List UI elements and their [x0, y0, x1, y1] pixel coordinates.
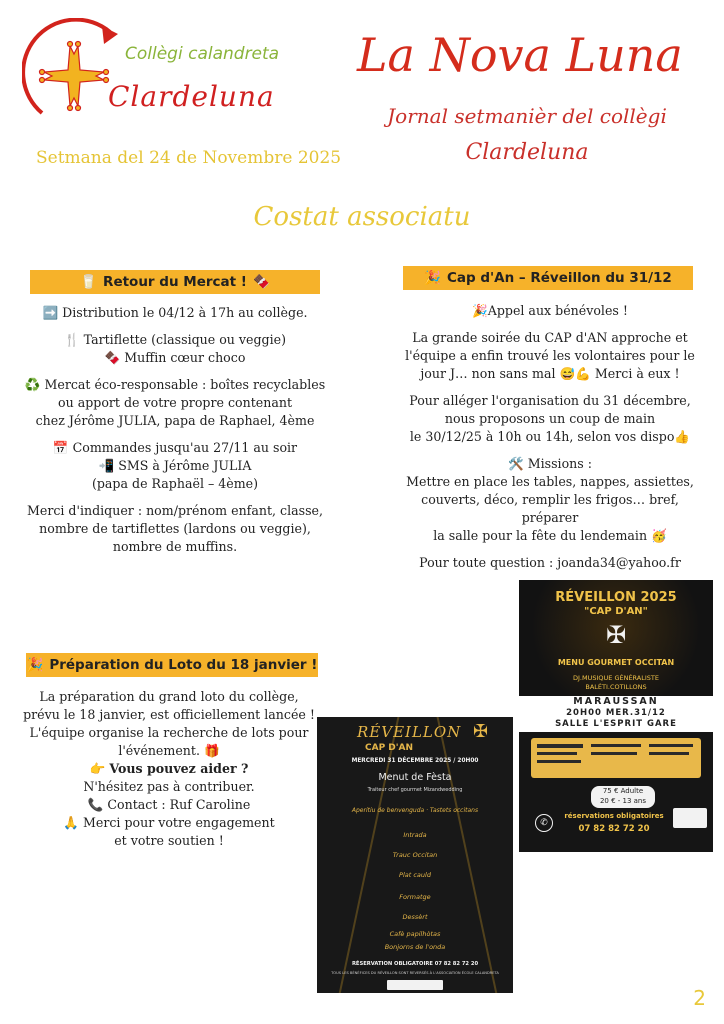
mercat-merci3: nombre de muffins. [112, 539, 238, 554]
poster2-subtitle: CAP D'AN [365, 743, 414, 753]
praying-hands-icon: 🙏 [63, 815, 79, 830]
occitan-cross-icon: ✠ [473, 721, 489, 742]
poster2-s1: Aperitiu de benvenguda · Tastets occitans [351, 807, 479, 814]
mercat-body [20, 304, 330, 565]
mercat-cmd3: (papa de Raphaël – 4ème) [91, 476, 259, 491]
phone-icon: ✆ [535, 814, 553, 832]
mercat-heading-bar [30, 270, 320, 294]
subtitle-line1: Jornal setmanièr del collègi [387, 104, 667, 128]
capdan-m2: couverts, déco, remplir les frigos… bref, préparer [421, 492, 679, 525]
mercat-eco1: Mercat éco-responsable : boîtes recyclables [44, 377, 326, 392]
party-face-icon: 🥳 [651, 528, 667, 543]
newspaper-title: La Nova Luna [357, 28, 683, 82]
mercat-heading: Retour du Mercat ! [103, 274, 247, 290]
capdan-a3: jour J… non sans mal [420, 366, 556, 381]
reveillon-poster-1 [519, 580, 713, 852]
mercat-line1: Distribution le 04/12 à 17h au collège. [62, 305, 308, 320]
mercat-cmd1: Commandes jusqu'au 27/11 au soir [72, 440, 298, 455]
capdan-m1: Mettre en place les tables, nappes, assiettes, [406, 474, 694, 489]
poster2-date: MERCREDI 31 DÉCEMBRE 2025 / 20H00 [351, 758, 479, 764]
loto-contact: Contact : Ruf Caroline [107, 797, 251, 812]
thumbs-up-icon: 👍 [674, 429, 691, 444]
poster2-chef: Traiteur chef gourmet Mizandwedding [367, 787, 463, 793]
mercat-muffin: Muffin cœur choco [124, 350, 246, 365]
poster1-resa: réservations obligatoires [564, 812, 664, 820]
party-popper-icon: 🎉 [472, 303, 488, 318]
poster2-s8: Bonjorns de l'onda [384, 943, 446, 951]
gift-icon: 🎁 [203, 743, 220, 758]
poster1-title: RÉVEILLON 2025 [555, 590, 677, 605]
capdan-heading-bar [403, 266, 693, 290]
mercat-eco2: ou apport de votre propre contenant [58, 395, 292, 410]
poster2-s6: Dessèrt [402, 913, 428, 921]
loto-thanks2: et votre soutien ! [114, 833, 224, 848]
poster2-s3: Trauc Occitan [392, 851, 438, 859]
capdan-b2: nous proposons un coup de main [444, 411, 656, 426]
poster1-phone: 07 82 82 72 20 [578, 824, 650, 834]
capdan-a3b: Merci à eux ! [594, 366, 680, 381]
telephone-icon: 📞 [87, 797, 104, 812]
capdan-b3: le 30/12/25 à 10h ou 14h, selon vos dispo [409, 429, 675, 444]
section-title: Costat associatu [253, 202, 471, 232]
mercat-merci1: Merci d'indiquer : nom/prénom enfant, classe, [26, 503, 324, 518]
loto-p3: L'équipe organise la recherche de lots pour [29, 725, 309, 740]
poster1-menu: MENU GOURMET OCCITAN [557, 658, 675, 667]
loto-p1: La préparation du grand loto du collège, [39, 689, 299, 704]
recycle-icon: ♻️ [24, 377, 41, 392]
poster1-town: MARAUSSAN [573, 696, 659, 707]
week-date: Setmana del 24 de Novembre 2025 [36, 148, 342, 168]
poster1-venue: SALLE L'ESPRIT GARE [555, 719, 677, 729]
party-popper-icon: 🎉 [424, 270, 441, 286]
utensils-icon: 🍴 [63, 332, 80, 347]
poster2-s4: Plat cauld [399, 871, 431, 879]
phone-sms-icon: 📲 [98, 458, 115, 473]
poster1-subtitle: "CAP D'AN" [584, 606, 648, 617]
capdan-b1: Pour alléger l'organisation du 31 décembre, [409, 393, 691, 408]
sponsor-logo [673, 808, 707, 828]
mercat-eco3: chez Jérôme JULIA, papa de Raphael, 4ème [35, 413, 315, 428]
capdan-body [398, 302, 702, 581]
page-number: 2 [693, 986, 706, 1010]
capdan-m3: la salle pour la fête du lendemain [433, 528, 648, 543]
pointing-hand-icon: 👉 [89, 761, 106, 776]
capdan-appel: Appel aux bénévoles ! [487, 303, 628, 318]
arrow-right-icon: ➡️ [42, 305, 59, 320]
loto-p4: l'événement. [118, 743, 200, 758]
loto-p5: N'hésitez pas à contribuer. [83, 779, 255, 794]
chocolate-icon: 🍫 [252, 274, 270, 290]
capdan-missions: Missions : [527, 456, 592, 471]
loto-heading-bar [26, 653, 318, 677]
sponsor-logos [387, 980, 443, 990]
mercat-tartiflette: Tartiflette (classique ou veggie) [83, 332, 287, 347]
poster1-price2: 20 € - 13 ans [599, 797, 647, 805]
poster2-resa: RÉSERVATION OBLIGATOIRE 07 82 82 72 20 [351, 961, 479, 967]
flexed-biceps-icon: 💪 [575, 366, 591, 381]
poster1-music1: DJ.MUSIQUE GÉNÉRALISTE [573, 674, 659, 682]
capdan-question: Pour toute question : joanda34@yahoo.fr [419, 555, 681, 570]
mercat-merci2: nombre de tartiflettes (lardons ou veggie), [39, 521, 311, 536]
capdan-heading: Cap d'An – Réveillon du 31/12 [446, 270, 672, 286]
logo-top-text: Collègi calandreta [125, 44, 280, 64]
poster2-s5: Formatge [399, 893, 431, 901]
loto-thanks1: Merci pour votre engagement [83, 815, 275, 830]
grinning-sweat-icon: 😅 [559, 366, 576, 381]
loto-body [16, 688, 322, 850]
poster2-s2: Intrada [403, 831, 427, 839]
loto-help: Vous pouvez aider ? [109, 761, 249, 776]
poster1-music2: BALÉTI.COTILLONS [585, 683, 647, 691]
reveillon-poster-2 [317, 717, 513, 993]
poster2-title: RÉVEILLON [357, 723, 462, 741]
subtitle-line2: Clardeluna [465, 140, 589, 165]
tools-icon: 🛠️ [508, 456, 524, 471]
logo-bottom-text: Clardeluna [108, 80, 275, 113]
poster2-s7: Cafè papilhòtas [389, 930, 441, 938]
chocolate-icon: 🍫 [104, 350, 121, 365]
party-popper-icon: 🎉 [26, 657, 44, 673]
poster1-when: 20H00 MER.31/12 [566, 708, 666, 718]
mercat-cmd2: SMS à Jérôme JULIA [118, 458, 252, 473]
poster2-footer: TOUS LES BÉNÉFICES DU RÉVEILLON SONT REVERSÉS À L'ASSOCIATION ÉCOLE CALANDRETA [331, 971, 499, 975]
loto-p2: prévu le 18 janvier, est officiellement lancée ! [23, 707, 315, 722]
calendar-icon: 📅 [52, 440, 69, 455]
capdan-a1: La grande soirée du CAP d'AN approche et [412, 330, 688, 345]
capdan-a2: l'équipe a enfin trouvé les volontaires pour le [405, 348, 695, 363]
loto-heading: Préparation du Loto du 18 janvier ! [49, 657, 318, 673]
cup-icon: 🥛 [80, 274, 98, 290]
occitan-cross-icon: ✠ [605, 621, 627, 649]
poster1-price1: 75 € Adulte [602, 787, 644, 795]
poster2-menu-title: Menut de Fèsta [378, 772, 452, 783]
